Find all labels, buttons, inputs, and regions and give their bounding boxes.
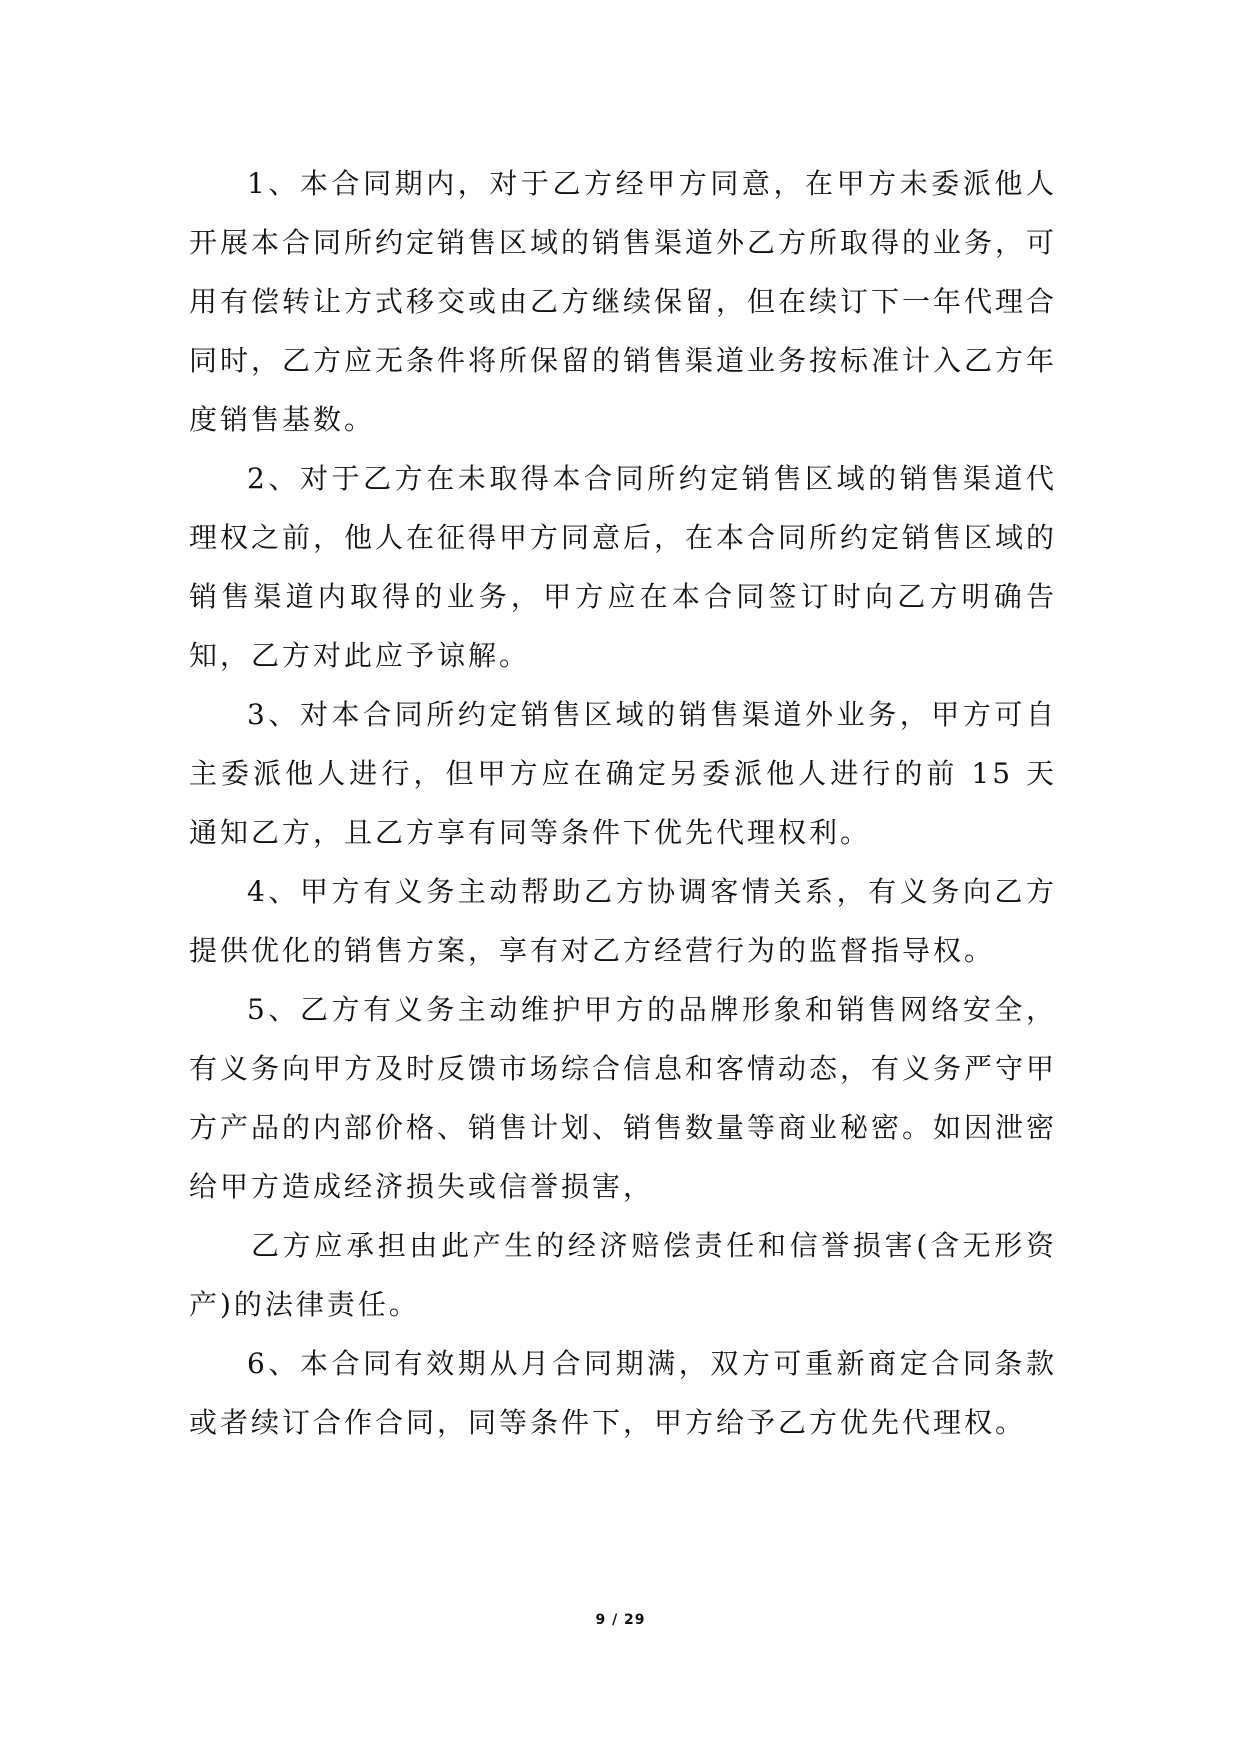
document-body (189, 154, 1057, 1452)
paragraph-5-continuation: 乙方应承担由此产生的经济赔偿责任和信誉损害(含无形资产)的法律责任。 (189, 1229, 1057, 1321)
paragraph-6: 6、本合同有效期从月合同期满，双方可重新商定合同条款或者续订合作合同，同等条件下，甲方给予乙方优先代理权。 (189, 1347, 1057, 1439)
paragraph-5: 5、乙方有义务主动维护甲方的品牌形象和销售网络安全，有义务向甲方及时反馈市场综合信息和客情动态，有义务严守甲方产品的内部价格、销售计划、销售数量等商业秘密。如因泄密给甲方造成经济损失或信誉损害， (189, 993, 1058, 1203)
paragraph-4: 4、甲方有义务主动帮助乙方协调客情关系，有义务向乙方提供优化的销售方案，享有对乙方经营行为的监督指导权。 (189, 875, 1057, 967)
paragraph-3: 3、对本合同所约定销售区域的销售渠道外业务，甲方可自主委派他人进行，但甲方应在确定另委派他人进行的前 15 天通知乙方，且乙方享有同等条件下优先代理权利。 (189, 698, 1057, 849)
paragraph-2: 2、对于乙方在未取得本合同所约定销售区域的销售渠道代理权之前，他人在征得甲方同意后，在本合同所约定销售区域的销售渠道内取得的业务，甲方应在本合同签订时向乙方明确告知，乙方对此应予谅解。 (189, 462, 1058, 672)
page-number: 9 / 29 (595, 1612, 646, 1628)
paragraph-1: 1、本合同期内，对于乙方经甲方同意，在甲方未委派他人开展本合同所约定销售区域的销售渠道外乙方所取得的业务，可用有偿转让方式移交或由乙方继续保留，但在续订下一年代理合同时，乙方应无条件将所保留的销售渠道业务按标准计入乙方年度销售基数。 (189, 167, 1058, 436)
